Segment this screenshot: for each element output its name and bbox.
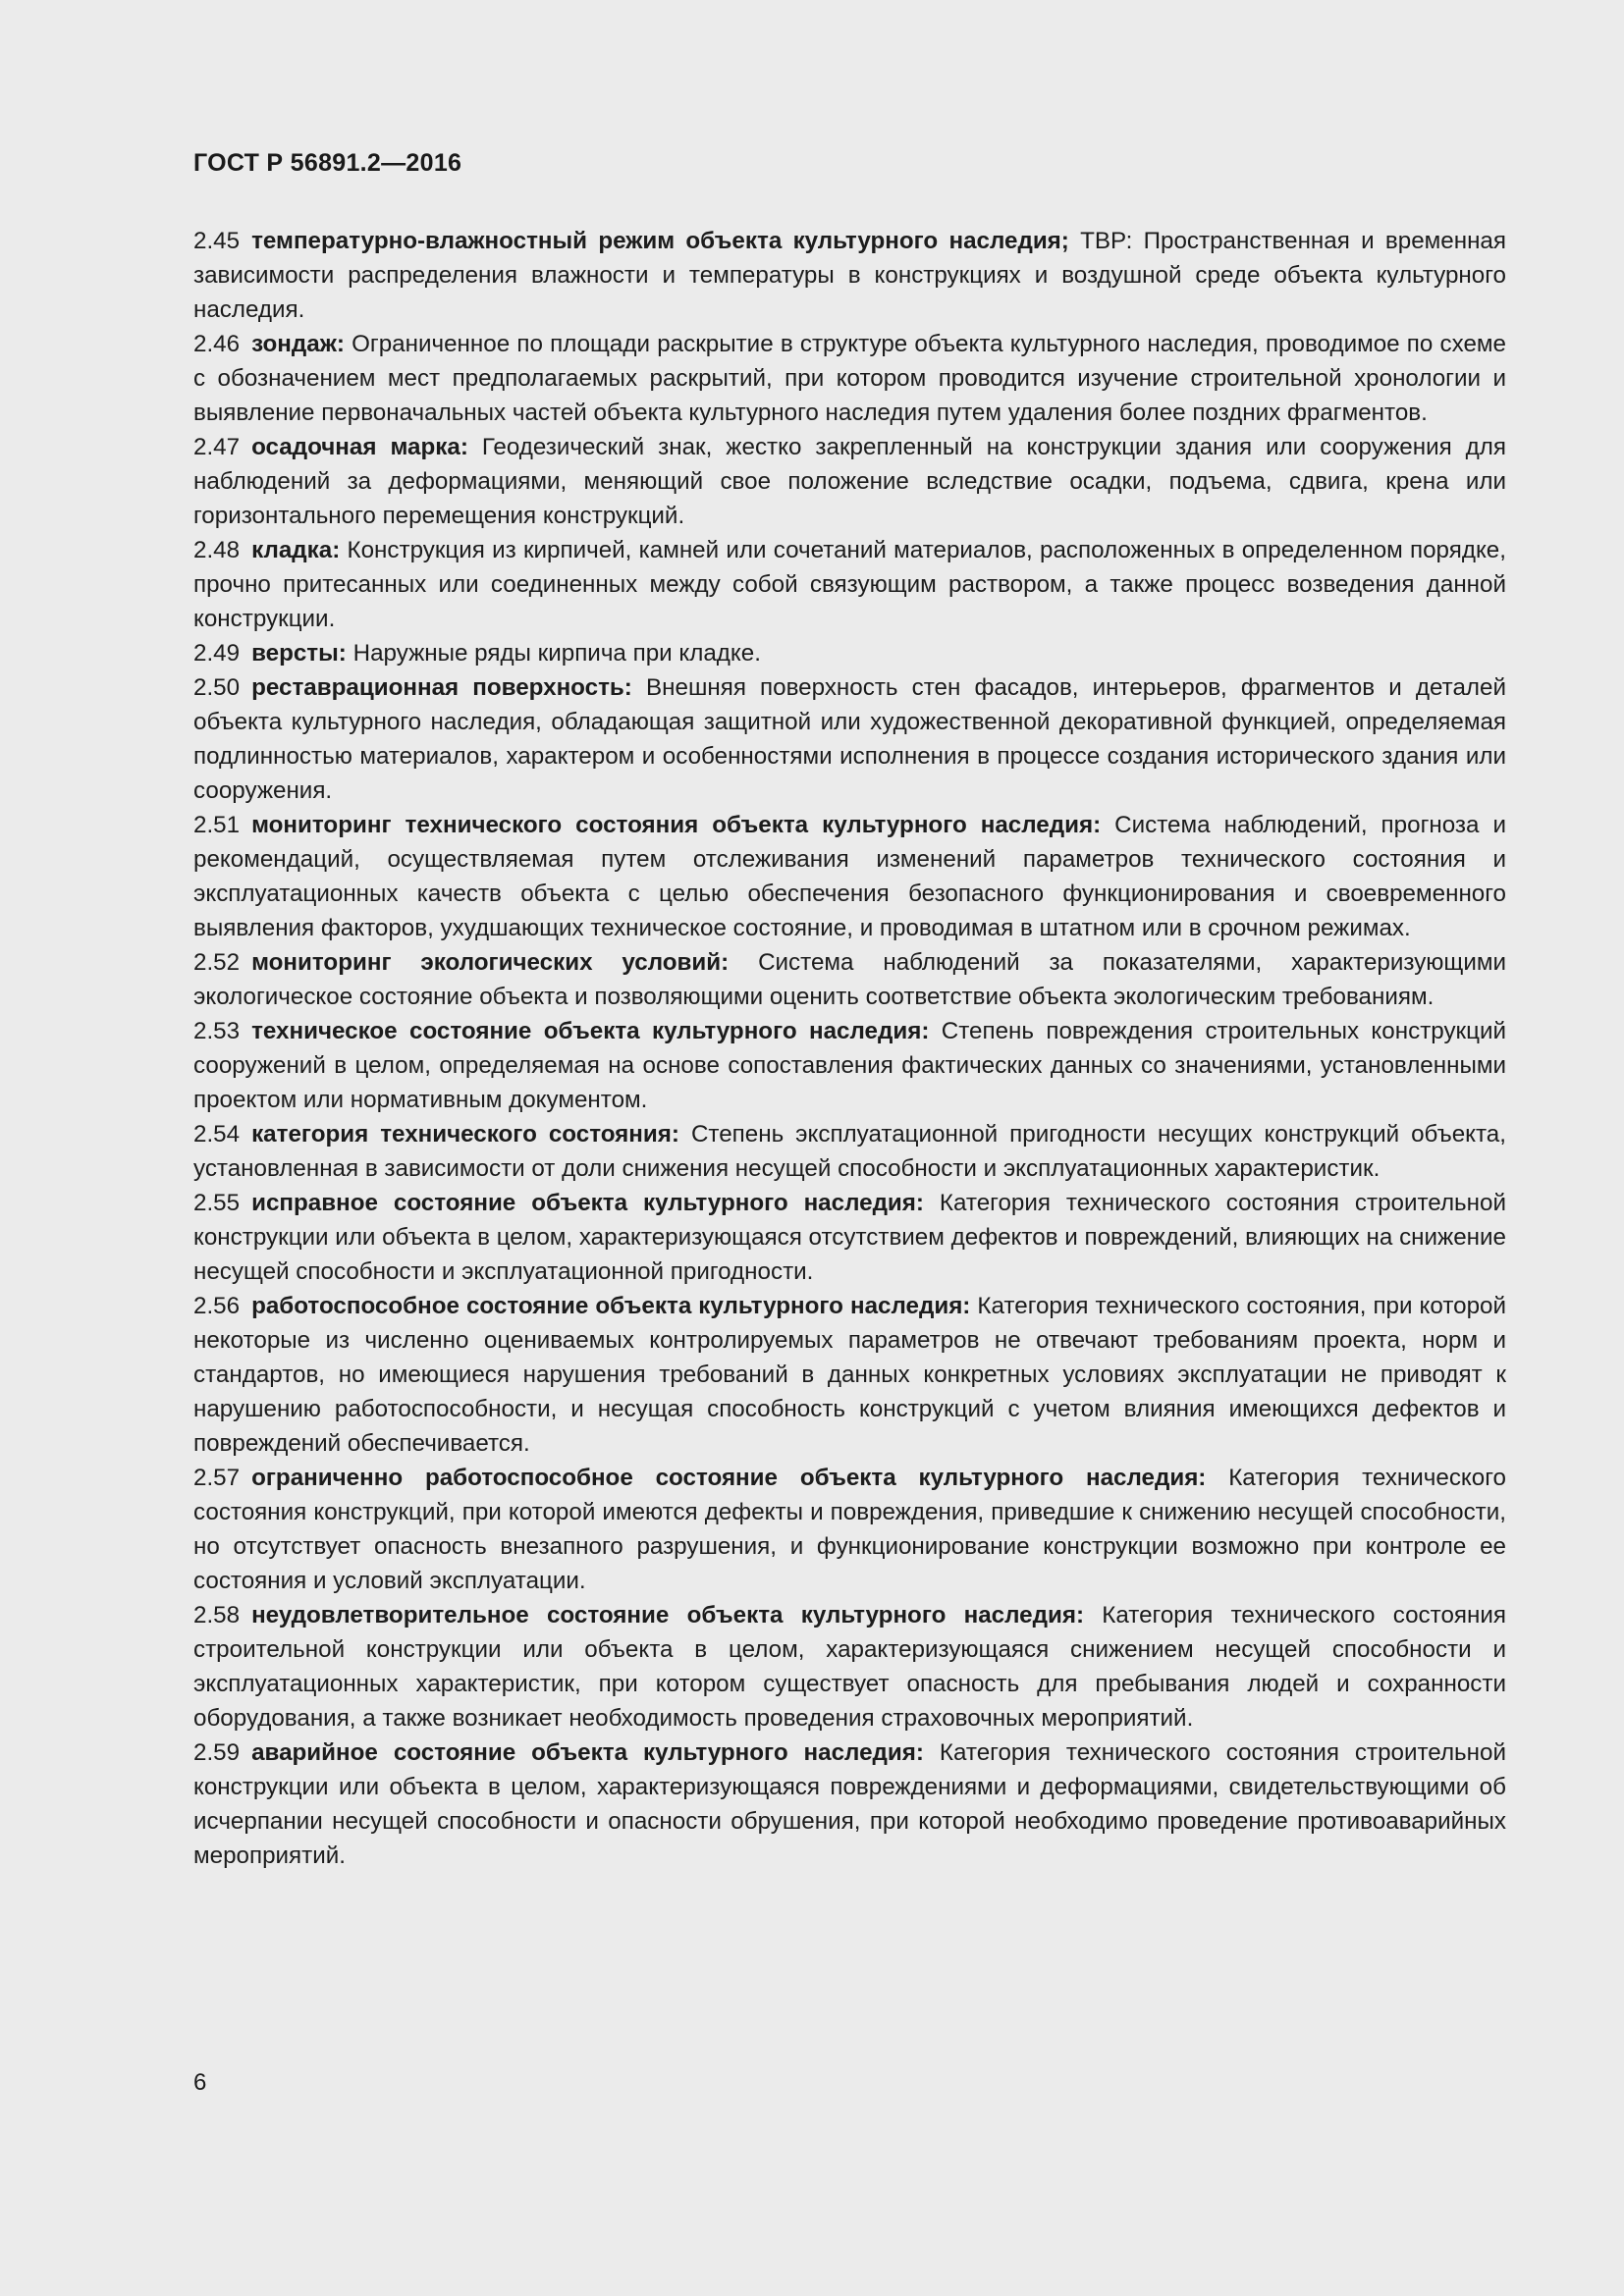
term-number: 2.49 xyxy=(193,640,241,667)
term-entry xyxy=(193,636,1506,670)
term-number: 2.51 xyxy=(193,812,241,838)
term-definition: Категория технического состояния, при которой некоторые из численно оцениваемых контролируемых параметров не отвечают требованиям проекта, норм и стандартов, но имеющиеся нарушения требований в данных конкретных условиях эксплуатации не приводят к нарушению работоспособности, и несущая способность конструкций с учетом влияния имеющихся дефектов и повреждений обеспечивается. xyxy=(193,1293,1506,1457)
term-definition: Конструкция из кирпичей, камней или сочетаний материалов, расположенных в определенном порядке, прочно притесанных или соединенных между собой связующим раствором, а также процесс возведения данной конструкции. xyxy=(193,537,1506,632)
term-entry xyxy=(193,808,1506,945)
term-title: техническое состояние объекта культурного наследия: xyxy=(251,1018,930,1044)
term-title: зондаж: xyxy=(251,331,345,357)
term-number: 2.46 xyxy=(193,331,241,357)
term-number: 2.48 xyxy=(193,537,241,563)
term-entry xyxy=(193,670,1506,808)
term-entry xyxy=(193,1289,1506,1461)
term-definition: Категория технического состояния строительной конструкции или объекта в целом, характеризующаяся повреждениями и деформациями, свидетельствующими об исчерпании несущей способности и опасности обрушения, при которой необходимо проведение противоаварийных мероприятий. xyxy=(193,1739,1506,1869)
term-title: аварийное состояние объекта культурного наследия: xyxy=(251,1739,924,1766)
term-definition: Степень эксплуатационной пригодности несущих конструкций объекта, установленная в зависимости от доли снижения несущей способности и эксплуатационных характеристик. xyxy=(193,1121,1506,1182)
term-number: 2.47 xyxy=(193,434,241,460)
term-title: категория технического состояния: xyxy=(251,1121,679,1148)
term-number: 2.54 xyxy=(193,1121,241,1148)
term-number: 2.58 xyxy=(193,1602,241,1629)
term-entry xyxy=(193,430,1506,533)
term-definition: Наружные ряды кирпича при кладке. xyxy=(352,640,761,667)
term-definition: Ограниченное по площади раскрытие в структуре объекта культурного наследия, проводимое по схеме с обозначением мест предполагаемых раскрытий, при котором проводится изучение строительной хронологии и выявление первоначальных частей объекта культурного наследия путем удаления более поздних фрагментов. xyxy=(193,331,1506,426)
term-entry xyxy=(193,224,1506,327)
term-entry xyxy=(193,1014,1506,1117)
term-entry xyxy=(193,533,1506,636)
term-entry xyxy=(193,1598,1506,1735)
term-definition: Система наблюдений, прогноза и рекомендаций, осуществляемая путем отслеживания изменений параметров технического состояния и эксплуатационных качеств объекта с целью обеспечения безопасного функционирования и своевременного выявления факторов, ухудшающих техническое состояние, и проводимая в штатном или в срочном режимах. xyxy=(193,812,1506,941)
term-entry xyxy=(193,945,1506,1014)
term-number: 2.52 xyxy=(193,949,241,976)
term-definition: Категория технического состояния строительной конструкции или объекта в целом, характеризующаяся отсутствием дефектов и повреждений, влияющих на снижение несущей способности и эксплуатационной пригодности. xyxy=(193,1190,1506,1285)
term-number: 2.55 xyxy=(193,1190,241,1216)
term-title: мониторинг экологических условий: xyxy=(251,949,730,976)
term-title: неудовлетворительное состояние объекта культурного наследия: xyxy=(251,1602,1085,1629)
term-title: исправное состояние объекта культурного наследия: xyxy=(251,1190,924,1216)
page-number: 6 xyxy=(193,2069,207,2096)
term-number: 2.57 xyxy=(193,1465,241,1491)
term-title: кладка: xyxy=(251,537,341,563)
term-title: ограниченно работоспособное состояние объекта культурного наследия: xyxy=(251,1465,1207,1491)
term-number: 2.56 xyxy=(193,1293,241,1319)
terms-list xyxy=(193,224,1506,1873)
term-entry xyxy=(193,1117,1506,1186)
term-definition: Система наблюдений за показателями, характеризующими экологическое состояние объекта и позволяющими оценить соответствие объекта экологическим требованиям. xyxy=(193,949,1506,1010)
term-definition: Категория технического состояния строительной конструкции или объекта в целом, характеризующаяся снижением несущей способности и эксплуатационных характеристик, при котором существует опасность для пребывания людей и сохранности оборудования, а также возникает необходимость проведения страховочных мероприятий. xyxy=(193,1602,1506,1732)
term-definition: Степень повреждения строительных конструкций сооружений в целом, определяемая на основе сопоставления фактических данных со значениями, установленными проектом или нормативным документом. xyxy=(193,1018,1507,1113)
term-title: мониторинг технического состояния объекта культурного наследия: xyxy=(251,812,1102,838)
document-header: ГОСТ Р 56891.2—2016 xyxy=(193,149,462,177)
term-title: реставрационная поверхность: xyxy=(251,674,632,701)
term-title: версты: xyxy=(251,640,347,667)
term-title: осадочная марка: xyxy=(251,434,468,460)
term-number: 2.45 xyxy=(193,228,241,254)
term-entry xyxy=(193,1735,1506,1873)
term-number: 2.53 xyxy=(193,1018,241,1044)
term-entry xyxy=(193,1186,1506,1289)
term-title: температурно-влажностный режим объекта культурного наследия; xyxy=(251,228,1069,254)
term-number: 2.50 xyxy=(193,674,241,701)
term-number: 2.59 xyxy=(193,1739,241,1766)
term-title: работоспособное состояние объекта культурного наследия: xyxy=(251,1293,971,1319)
term-definition: Геодезический знак, жестко закрепленный на конструкции здания или сооружения для наблюдений за деформациями, меняющий свое положение вследствие осадки, подъема, сдвига, крена или горизонтального перемещения конструкций. xyxy=(193,434,1506,529)
term-definition: Внешняя поверхность стен фасадов, интерьеров, фрагментов и деталей объекта культурного наследия, обладающая защитной или художественной декоративной функцией, определяемая подлинностью материалов, характером и особенностями исполнения в процессе создания исторического здания или сооружения. xyxy=(193,674,1506,804)
term-definition: ТВР: Пространственная и временная зависимости распределения влажности и температуры в конструкциях и воздушной среде объекта культурного наследия. xyxy=(193,228,1506,323)
term-entry xyxy=(193,327,1506,430)
term-entry xyxy=(193,1461,1506,1598)
term-definition: Категория технического состояния конструкций, при которой имеются дефекты и повреждения, приведшие к снижению несущей способности, но отсутствует опасность внезапного разрушения, и функционирование конструкции возможно при контроле ее состояния и условий эксплуатации. xyxy=(193,1465,1506,1594)
